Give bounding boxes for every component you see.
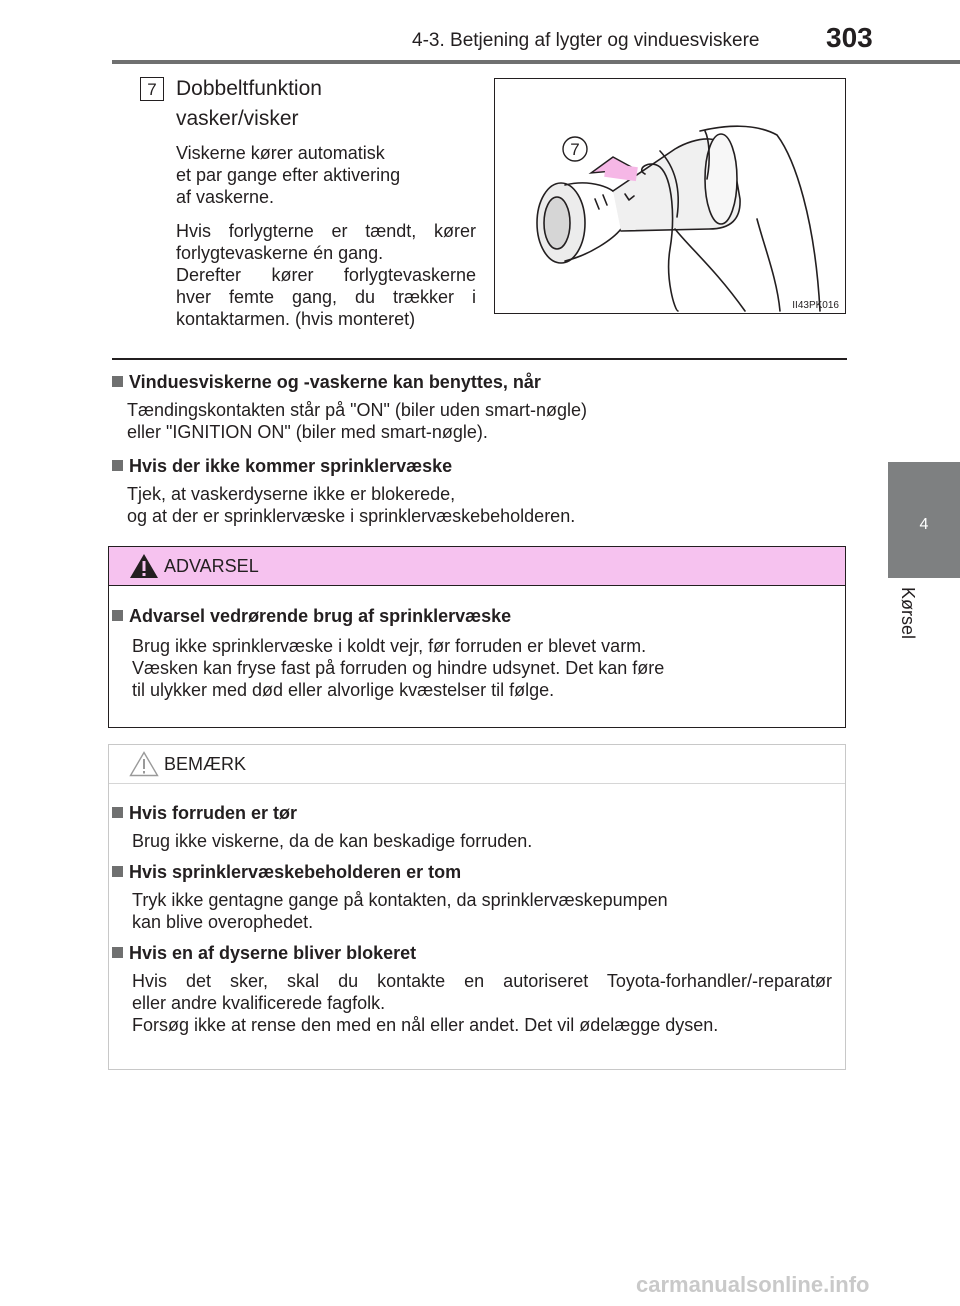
warning-title: ADVARSEL: [164, 556, 259, 576]
text-line: eller "IGNITION ON" (biler med smart-nøgle).: [127, 422, 488, 442]
info-section-1: [112, 372, 852, 443]
warning-heading: Advarsel vedrørende brug af sprinklervæske: [112, 606, 842, 627]
chapter-label: Kørsel: [898, 587, 918, 640]
text-line: af vaskerne.: [176, 187, 275, 207]
wiper-lever-illustration: [494, 78, 846, 314]
notice-heading: Hvis en af dyserne bliver blokeret: [112, 943, 832, 964]
square-bullet-icon: [112, 610, 123, 621]
text-line: til ulykker med død eller alvorlige kvæstelser til følge.: [132, 680, 555, 700]
notice-content: [112, 803, 832, 1036]
text-line: kan blive overophedet.: [132, 912, 314, 932]
header-rule: [112, 60, 960, 64]
notice-body: [132, 889, 832, 933]
item-title: [176, 74, 476, 134]
warning-body: [132, 635, 842, 701]
text-line: og at der er sprinklervæske i sprinklervæskebeholderen.: [127, 506, 576, 526]
page-number: 303: [826, 22, 873, 53]
square-bullet-icon: [112, 460, 123, 471]
notice-heading: Hvis sprinklervæskebeholderen er tom: [112, 862, 832, 883]
text-line: Tjek, at vaskerdyserne ikke er blokerede,: [127, 484, 456, 504]
text-line: kontaktarmen. (hvis monteret): [176, 309, 416, 329]
text-line: Viskerne kører automatisk: [176, 143, 385, 163]
section-body: [127, 399, 852, 443]
text-line: Tryk ikke gentagne gange på kontakten, da sprinklervæskepumpen: [132, 890, 668, 910]
text-line: Brug ikke sprinklervæske i koldt vejr, før forruden er blevet varm.: [132, 636, 647, 656]
text-line: Brug ikke viskerne, da de kan beskadige forruden.: [132, 831, 533, 851]
notice-heading: Hvis forruden er tør: [112, 803, 832, 824]
info-section-2: [112, 456, 852, 527]
text-line: eller andre kvalificerede fagfolk.: [132, 993, 386, 1013]
notice-item: [112, 943, 832, 1036]
square-bullet-icon: [112, 376, 123, 387]
text-line: Forsøg ikke at rense den med en nål eller andet. Det vil ødelægge dysen.: [132, 1015, 719, 1035]
square-bullet-icon: [112, 807, 123, 818]
warning-content: [112, 606, 842, 701]
notice-item: [112, 803, 832, 852]
notice-body: [132, 970, 832, 1036]
figure-code: II43PK016: [792, 300, 839, 311]
figure-callout: 7: [570, 140, 580, 159]
section-title: 4-3. Betjening af lygter og vinduesviskere: [412, 30, 760, 51]
caution-triangle-icon: [129, 751, 159, 777]
notice-title: BEMÆRK: [164, 754, 247, 774]
item-paragraph-2: [176, 220, 476, 330]
notice-item: [112, 862, 832, 933]
section-heading: Vinduesviskerne og -vaskerne kan benyttes, når: [112, 372, 852, 393]
square-bullet-icon: [112, 947, 123, 958]
text-line: Derefter kører forlygtevaskerne: [176, 265, 476, 285]
lever-drawing: [495, 79, 844, 312]
text-line: hver femte gang, du trækker i: [176, 287, 476, 307]
text-line: et par gange efter aktivering: [176, 165, 401, 185]
text-line: forlygtevaskerne én gang.: [176, 243, 384, 263]
notice-header: [109, 745, 845, 784]
separator: [112, 358, 847, 360]
section-heading: Hvis der ikke kommer sprinklervæske: [112, 456, 852, 477]
notice-body: [132, 830, 832, 852]
section-body: [127, 483, 852, 527]
text-line: Væsken kan fryse fast på forruden og hindre udsynet. Det kan føre: [132, 658, 665, 678]
square-bullet-icon: [112, 866, 123, 877]
text-line: Hvis forlygterne er tændt, kører: [176, 221, 476, 241]
item-title-line: Dobbeltfunktion: [176, 77, 322, 100]
warning-header: [109, 547, 845, 586]
item-number-badge: 7: [140, 77, 164, 101]
text-line: Hvis det sker, skal du kontakte en autoriseret Toyota-forhandler/-reparatør: [132, 971, 832, 991]
item-paragraph-1: [176, 142, 476, 208]
item-title-line: vasker/visker: [176, 107, 299, 130]
text-line: Tændingskontakten står på "ON" (biler uden smart-nøgle): [127, 400, 587, 420]
watermark: carmanualsonline.info: [636, 1272, 870, 1297]
chapter-number: 4: [919, 516, 929, 533]
warning-triangle-icon: [129, 553, 159, 579]
